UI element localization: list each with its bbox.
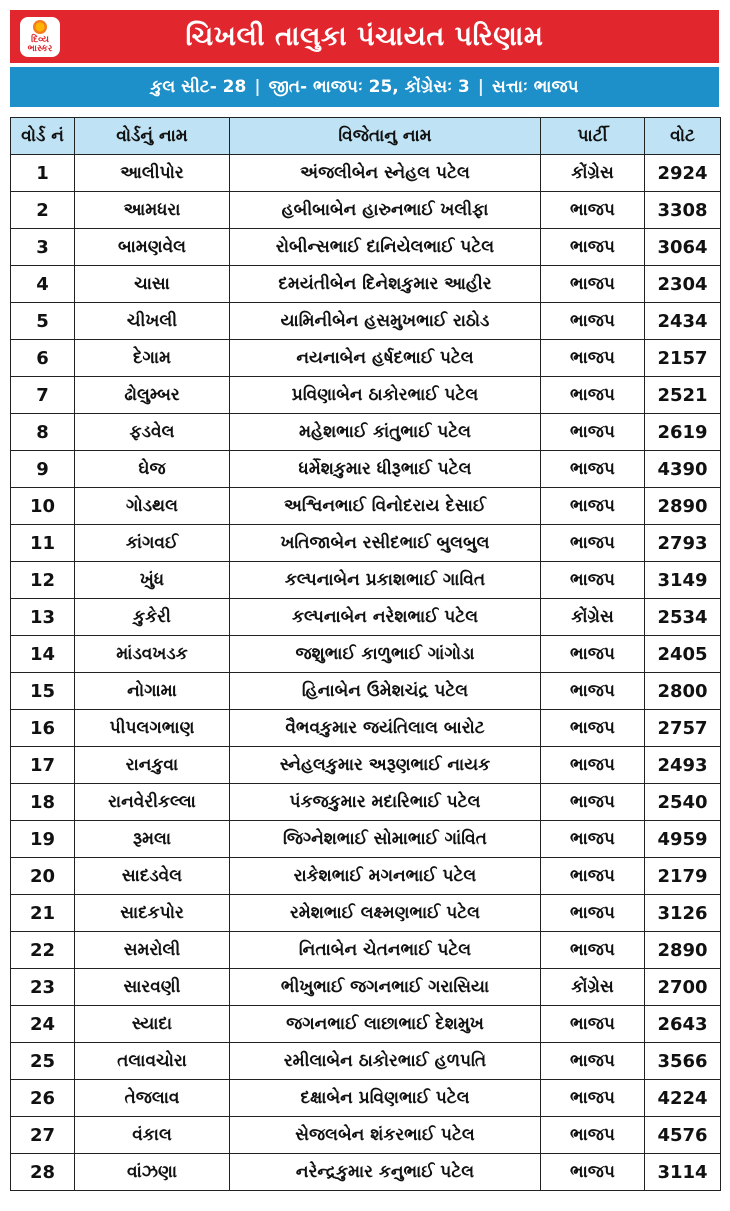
- votes-cell: 2534: [645, 599, 721, 636]
- party-cell: કોંગ્રેસ: [541, 599, 645, 636]
- ward-name-cell: માંડવખડક: [75, 636, 230, 673]
- ward-name-cell: વાંઝણા: [75, 1154, 230, 1191]
- ward-no-cell: 3: [11, 229, 75, 266]
- votes-cell: 4959: [645, 821, 721, 858]
- ward-no-cell: 28: [11, 1154, 75, 1191]
- party-cell: કોંગ્રેસ: [541, 155, 645, 192]
- header-ward-no: વોર્ડ નં: [11, 118, 75, 155]
- winner-name-cell: નરેન્દ્રકુમાર કનુભાઈ પટેલ: [230, 1154, 541, 1191]
- party-cell: ભાજપ: [541, 414, 645, 451]
- votes-cell: 3064: [645, 229, 721, 266]
- party-cell: ભાજપ: [541, 488, 645, 525]
- votes-cell: 3566: [645, 1043, 721, 1080]
- ward-no-cell: 25: [11, 1043, 75, 1080]
- ward-no-cell: 11: [11, 525, 75, 562]
- title-banner: [10, 10, 719, 63]
- table-row: [11, 155, 721, 192]
- party-cell: ભાજપ: [541, 636, 645, 673]
- party-cell: ભાજપ: [541, 340, 645, 377]
- ward-no-cell: 13: [11, 599, 75, 636]
- ward-no-cell: 27: [11, 1117, 75, 1154]
- table-row: [11, 673, 721, 710]
- ward-name-cell: આમધરા: [75, 192, 230, 229]
- votes-cell: 2179: [645, 858, 721, 895]
- votes-cell: 2619: [645, 414, 721, 451]
- ward-name-cell: રૂમલા: [75, 821, 230, 858]
- votes-cell: 3114: [645, 1154, 721, 1191]
- winner-name-cell: રમીલાબેન ઠાકોરભાઈ હળપતિ: [230, 1043, 541, 1080]
- ward-no-cell: 23: [11, 969, 75, 1006]
- ward-name-cell: આલીપોર: [75, 155, 230, 192]
- ward-name-cell: રાનવેરીકલ્લા: [75, 784, 230, 821]
- table-row: [11, 451, 721, 488]
- winner-name-cell: હિનાબેન ઉમેશચંદ્ર પટેલ: [230, 673, 541, 710]
- party-cell: ભાજપ: [541, 451, 645, 488]
- party-cell: ભાજપ: [541, 377, 645, 414]
- table-row: [11, 858, 721, 895]
- ward-no-cell: 22: [11, 932, 75, 969]
- ward-name-cell: ઢોલુમ્બર: [75, 377, 230, 414]
- party-cell: ભાજપ: [541, 525, 645, 562]
- total-seats: કુલ સીટ- 28: [150, 77, 247, 97]
- party-cell: ભાજપ: [541, 562, 645, 599]
- ward-no-cell: 6: [11, 340, 75, 377]
- ward-no-cell: 2: [11, 192, 75, 229]
- winner-name-cell: સેજલબેન શંકરભાઈ પટેલ: [230, 1117, 541, 1154]
- party-cell: ભાજપ: [541, 932, 645, 969]
- party-cell: ભાજપ: [541, 1043, 645, 1080]
- party-cell: ભાજપ: [541, 784, 645, 821]
- ward-no-cell: 16: [11, 710, 75, 747]
- ward-name-cell: સ્યાદા: [75, 1006, 230, 1043]
- party-cell: ભાજપ: [541, 303, 645, 340]
- table-row: [11, 525, 721, 562]
- table-row: [11, 1006, 721, 1043]
- ward-no-cell: 5: [11, 303, 75, 340]
- ward-name-cell: વંકાલ: [75, 1117, 230, 1154]
- votes-cell: 2521: [645, 377, 721, 414]
- winner-name-cell: અંજલીબેન સ્નેહલ પટેલ: [230, 155, 541, 192]
- ward-name-cell: પીપલગભાણ: [75, 710, 230, 747]
- ward-name-cell: નોગામા: [75, 673, 230, 710]
- votes-cell: 2793: [645, 525, 721, 562]
- header-party: પાર્ટી: [541, 118, 645, 155]
- votes-cell: 4224: [645, 1080, 721, 1117]
- party-cell: ભાજપ: [541, 710, 645, 747]
- ward-name-cell: સાદડવેલ: [75, 858, 230, 895]
- winner-name-cell: નયનાબેન હર્ષદભાઈ પટેલ: [230, 340, 541, 377]
- ward-no-cell: 10: [11, 488, 75, 525]
- winner-name-cell: કલ્પનાબેન પ્રકાશભાઈ ગાવિત: [230, 562, 541, 599]
- ward-name-cell: ચાસા: [75, 266, 230, 303]
- winner-name-cell: ખતિજાબેન રસીદભાઈ બુલબુલ: [230, 525, 541, 562]
- table-row: [11, 932, 721, 969]
- winner-name-cell: પ્રવિણાબેન ઠાકોરભાઈ પટેલ: [230, 377, 541, 414]
- party-cell: ભાજપ: [541, 192, 645, 229]
- table-row: [11, 821, 721, 858]
- wins-summary: જીત- ભાજપઃ 25, કોંગ્રેસઃ 3: [268, 77, 470, 97]
- winner-name-cell: રોબીન્સભાઈ દાનિયેલભાઈ પટેલ: [230, 229, 541, 266]
- table-row: [11, 784, 721, 821]
- winner-name-cell: નિતાબેન ચેતનભાઈ પટેલ: [230, 932, 541, 969]
- table-row: [11, 1080, 721, 1117]
- table-row: [11, 1154, 721, 1191]
- ward-name-cell: ગોડથલ: [75, 488, 230, 525]
- party-cell: ભાજપ: [541, 747, 645, 784]
- winner-name-cell: સ્નેહલકુમાર અરૂણભાઈ નાયક: [230, 747, 541, 784]
- votes-cell: 2304: [645, 266, 721, 303]
- party-cell: ભાજપ: [541, 858, 645, 895]
- votes-cell: 2643: [645, 1006, 721, 1043]
- ward-name-cell: ખુંધ: [75, 562, 230, 599]
- winner-name-cell: જિગ્નેશભાઈ સોમાભાઈ ગાંવિત: [230, 821, 541, 858]
- ward-name-cell: ફડવેલ: [75, 414, 230, 451]
- table-row: [11, 303, 721, 340]
- table-row: [11, 562, 721, 599]
- winner-name-cell: ભીખુભાઈ જગનભાઈ ગરાસિયા: [230, 969, 541, 1006]
- winner-name-cell: રાકેશભાઈ મગનભાઈ પટેલ: [230, 858, 541, 895]
- votes-cell: 2157: [645, 340, 721, 377]
- ward-name-cell: ઘેજ: [75, 451, 230, 488]
- header-votes: વોટ: [645, 118, 721, 155]
- ward-name-cell: કુકેરી: [75, 599, 230, 636]
- party-cell: ભાજપ: [541, 1117, 645, 1154]
- ward-no-cell: 21: [11, 895, 75, 932]
- table-row: [11, 710, 721, 747]
- votes-cell: 4576: [645, 1117, 721, 1154]
- votes-cell: 3126: [645, 895, 721, 932]
- logo-text: દિવ્ય ભાસ્કર: [27, 35, 53, 54]
- table-header-row: [11, 118, 721, 155]
- ward-no-cell: 15: [11, 673, 75, 710]
- votes-cell: 2890: [645, 488, 721, 525]
- votes-cell: 2757: [645, 710, 721, 747]
- ward-name-cell: સાદકપોર: [75, 895, 230, 932]
- winner-name-cell: અશ્વિનભાઈ વિનોદરાય દેસાઈ: [230, 488, 541, 525]
- table-row: [11, 266, 721, 303]
- ward-no-cell: 1: [11, 155, 75, 192]
- ward-name-cell: સારવણી: [75, 969, 230, 1006]
- party-cell: ભાજપ: [541, 821, 645, 858]
- ward-no-cell: 20: [11, 858, 75, 895]
- table-row: [11, 192, 721, 229]
- page-title: ચિખલી તાલુકા પંચાયત પરિણામ: [185, 20, 544, 52]
- sun-icon: [33, 20, 47, 34]
- votes-cell: 2493: [645, 747, 721, 784]
- votes-cell: 2434: [645, 303, 721, 340]
- ward-no-cell: 14: [11, 636, 75, 673]
- ward-no-cell: 19: [11, 821, 75, 858]
- header-ward-name: વોર્ડનું નામ: [75, 118, 230, 155]
- votes-cell: 4390: [645, 451, 721, 488]
- winner-name-cell: યામિનીબેન હસમુખભાઈ રાઠોડ: [230, 303, 541, 340]
- ward-name-cell: સમરોલી: [75, 932, 230, 969]
- divya-bhaskar-logo: [20, 17, 60, 57]
- winner-name-cell: જશુભાઈ કાળુભાઈ ગાંગોડા: [230, 636, 541, 673]
- power-summary: સત્તાઃ ભાજપ: [491, 77, 579, 97]
- table-row: [11, 488, 721, 525]
- party-cell: ભાજપ: [541, 229, 645, 266]
- votes-cell: 2924: [645, 155, 721, 192]
- ward-no-cell: 7: [11, 377, 75, 414]
- ward-no-cell: 24: [11, 1006, 75, 1043]
- ward-no-cell: 12: [11, 562, 75, 599]
- votes-cell: 2540: [645, 784, 721, 821]
- ward-name-cell: દેગામ: [75, 340, 230, 377]
- winner-name-cell: પંકજકુમાર મદારિભાઈ પટેલ: [230, 784, 541, 821]
- votes-cell: 3149: [645, 562, 721, 599]
- table-row: [11, 895, 721, 932]
- ward-no-cell: 4: [11, 266, 75, 303]
- winner-name-cell: દક્ષાબેન પ્રવિણભાઈ પટેલ: [230, 1080, 541, 1117]
- winner-name-cell: વૈભવકુમાર જયંતિલાલ બારોટ: [230, 710, 541, 747]
- separator: |: [254, 77, 261, 97]
- table-row: [11, 747, 721, 784]
- ward-no-cell: 8: [11, 414, 75, 451]
- separator: |: [477, 77, 484, 97]
- party-cell: ભાજપ: [541, 895, 645, 932]
- ward-name-cell: બામણવેલ: [75, 229, 230, 266]
- party-cell: ભાજપ: [541, 673, 645, 710]
- summary-bar: [10, 67, 719, 107]
- table-row: [11, 340, 721, 377]
- votes-cell: 2890: [645, 932, 721, 969]
- winner-name-cell: કલ્પનાબેન નરેશભાઈ પટેલ: [230, 599, 541, 636]
- winner-name-cell: હબીબાબેન હારુનભાઈ ખલીફા: [230, 192, 541, 229]
- party-cell: ભાજપ: [541, 1154, 645, 1191]
- ward-name-cell: તલાવચોરા: [75, 1043, 230, 1080]
- winner-name-cell: ધર્મેશકુમાર ધીરૂભાઈ પટેલ: [230, 451, 541, 488]
- winner-name-cell: મહેશભાઈ કાંતુભાઈ પટેલ: [230, 414, 541, 451]
- table-row: [11, 1117, 721, 1154]
- votes-cell: 2405: [645, 636, 721, 673]
- table-row: [11, 599, 721, 636]
- table-row: [11, 229, 721, 266]
- ward-no-cell: 9: [11, 451, 75, 488]
- winner-name-cell: રમેશભાઈ લક્ષ્મણભાઈ પટેલ: [230, 895, 541, 932]
- ward-no-cell: 26: [11, 1080, 75, 1117]
- results-table: [10, 117, 721, 1191]
- ward-no-cell: 18: [11, 784, 75, 821]
- ward-name-cell: રાનકુવા: [75, 747, 230, 784]
- header-winner-name: વિજેતાનુ નામ: [230, 118, 541, 155]
- party-cell: કોંગ્રેસ: [541, 969, 645, 1006]
- party-cell: ભાજપ: [541, 266, 645, 303]
- party-cell: ભાજપ: [541, 1080, 645, 1117]
- party-cell: ભાજપ: [541, 1006, 645, 1043]
- table-row: [11, 636, 721, 673]
- ward-no-cell: 17: [11, 747, 75, 784]
- table-row: [11, 414, 721, 451]
- winner-name-cell: જગનભાઈ લાછાભાઈ દેશમુખ: [230, 1006, 541, 1043]
- ward-name-cell: કાંગવઈ: [75, 525, 230, 562]
- ward-name-cell: તેજલાવ: [75, 1080, 230, 1117]
- table-row: [11, 969, 721, 1006]
- ward-name-cell: ચીખલી: [75, 303, 230, 340]
- votes-cell: 2700: [645, 969, 721, 1006]
- table-row: [11, 1043, 721, 1080]
- votes-cell: 2800: [645, 673, 721, 710]
- winner-name-cell: દમયંતીબેન દિનેશકુમાર આહીર: [230, 266, 541, 303]
- table-row: [11, 377, 721, 414]
- votes-cell: 3308: [645, 192, 721, 229]
